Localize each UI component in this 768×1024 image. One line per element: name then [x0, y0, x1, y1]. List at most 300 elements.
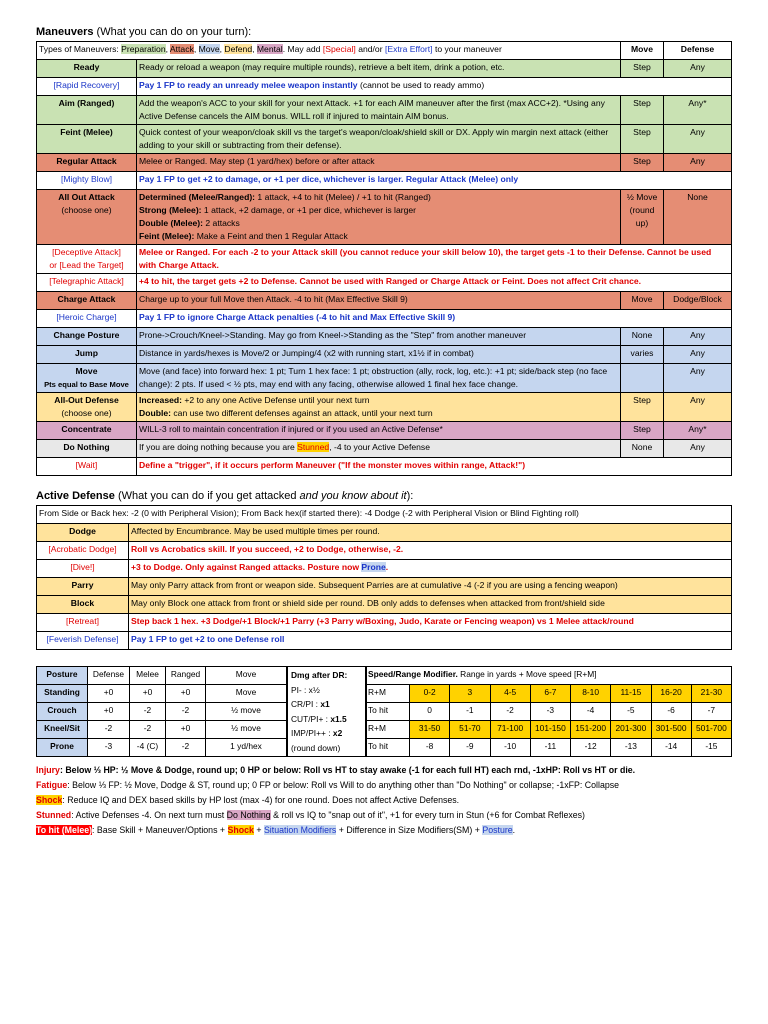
- sr-cell: 8-10: [571, 685, 611, 703]
- maneuver-name-cell: [37, 172, 137, 190]
- note-fatigue: [36, 778, 732, 793]
- sr-cell: -12: [571, 739, 611, 757]
- maneuver-name-cell: [37, 310, 137, 328]
- desc-line: [139, 191, 618, 204]
- ad-top-note: From Side or Back hex: -2 (0 with Peripheral Vision); From Back hex(if started there): -4 Dodge (-2 with Peripheral Vision or Blind Fighting roll): [37, 506, 732, 524]
- desc-mark: Stunned: [297, 442, 330, 452]
- defense-mark-post: .: [385, 562, 389, 572]
- maneuver-desc-cell: [137, 440, 621, 458]
- sr-cell: 11-15: [611, 685, 651, 703]
- maneuver-move: None: [621, 440, 664, 458]
- defense-row: [37, 632, 732, 650]
- sr-cell: -4: [571, 703, 611, 721]
- sr-cell: 151-200: [571, 721, 611, 739]
- damage-table: [287, 666, 366, 757]
- maneuver-name: All-Out Defense: [54, 395, 119, 405]
- desc-line-bold: Double:: [139, 408, 171, 418]
- maneuver-defense: Any*: [664, 96, 732, 125]
- sr-cell: -1: [450, 703, 490, 721]
- maneuver-name: Concentrate: [61, 424, 112, 434]
- maneuver-defense: Any: [664, 154, 732, 172]
- desc-text: Distance in yards/hexes is Move/2 or Jumping/4 (x2 with running start, x1½ if in combat): [139, 348, 474, 358]
- posture-value: Move: [206, 685, 287, 703]
- posture-header: Move: [206, 667, 287, 685]
- desc-text: Quick contest of your weapon/cloak skill vs the target's weapon/cloak/shield skill or DX. Apply win margin next attack (either adding to your skill or subtracting from their defense).: [139, 127, 609, 150]
- special-label: [Special]: [322, 44, 356, 54]
- tohit-mid: + Difference in Size Modifiers(SM) +: [336, 825, 483, 835]
- desc-pre: If you are doing nothing because you are: [139, 442, 298, 452]
- maneuver-move: Step: [621, 125, 664, 154]
- sr-cell: -8: [410, 739, 450, 757]
- sr-cell: 6-7: [530, 685, 570, 703]
- defense-row: [37, 614, 732, 632]
- shock-text: : Reduce IQ and DEX based skills by HP lost (max -4) for one round. Does not affect Active Defenses.: [62, 795, 460, 805]
- maneuver-name-cell: [37, 154, 137, 172]
- defense-desc: May only Block one attack from front or shield side per round. DB only adds to defenses when attacked from front/shield side: [131, 598, 605, 608]
- maneuver-name: [Telegraphic Attack]: [49, 276, 124, 286]
- maneuver-defense: Any: [664, 328, 732, 346]
- damage-line-text: IMP/PI++ :: [291, 728, 333, 738]
- sr-row-label: R+M: [367, 685, 410, 703]
- maneuver-defense: Any: [664, 346, 732, 364]
- defense-desc: Step back 1 hex. +3 Dodge/+1 Block/+1 Parry (+3 Parry w/Boxing, Judo, Karate or Fencing weapon) vs 1 Melee attack/round: [131, 616, 634, 626]
- maneuver-move: None: [621, 328, 664, 346]
- posture-name: Standing: [37, 685, 88, 703]
- note-shock: [36, 793, 732, 808]
- posture-row: [37, 739, 287, 757]
- maneuver-defense: Dodge/Block: [664, 292, 732, 310]
- sr-row-label: To hit: [367, 739, 410, 757]
- maneuver-move: Move: [621, 292, 664, 310]
- desc-bold: Define a "trigger", if it occurs perform Maneuver ("If the monster moves within range, Attack!"): [139, 460, 526, 470]
- desc-line: [139, 394, 618, 407]
- maneuver-move: Step: [621, 154, 664, 172]
- desc-line-bold: Feint (Melee):: [139, 231, 195, 241]
- desc-line: [139, 230, 618, 243]
- desc-text: Charge up to your full Move then Attack. -4 to hit (Max Effective Skill 9): [139, 294, 408, 304]
- maneuver-name: Feint (Melee): [60, 127, 113, 137]
- maneuver-name-cell: [37, 78, 137, 96]
- sr-range-row-2: [367, 721, 732, 739]
- sr-cell: -15: [691, 739, 731, 757]
- defense-desc: May only Parry attack from front or weapon side. Subsequent Parries are at cumulative -4 (-2 if you are using a fencing weapon): [131, 580, 618, 590]
- posture-row: [37, 721, 287, 739]
- stunned-pre: : Active Defenses -4. On next turn must: [71, 810, 227, 820]
- sr-cell: 4-5: [490, 685, 530, 703]
- speed-range-title: Speed/Range Modifier.: [368, 669, 458, 679]
- maneuver-desc-cell: [137, 245, 732, 274]
- maneuvers-heading: Maneuvers: [36, 26, 94, 38]
- maneuver-name-cell: [37, 393, 137, 422]
- damage-cell: [288, 667, 366, 757]
- sr-cell: 16-20: [651, 685, 691, 703]
- posture-value: -2: [130, 721, 166, 739]
- posture-value: -4 (C): [130, 739, 166, 757]
- posture-value: ½ move: [206, 721, 287, 739]
- maneuver-name-cell: [37, 60, 137, 78]
- desc-bold: +4 to hit, the target gets +2 to Defense. Cannot be used with Ranged or Charge Attack or Feint. Does not affect Crit chance.: [139, 276, 642, 286]
- maneuver-move: varies: [621, 346, 664, 364]
- active-defense-title: [36, 490, 732, 502]
- maneuver-name-cell: [37, 364, 137, 393]
- posture-value: -2: [166, 703, 206, 721]
- damage-line-text: CR/PI :: [291, 699, 321, 709]
- speed-range-subtitle: Range in yards + Move speed [R+M]: [457, 669, 597, 679]
- defense-mark: Prone: [361, 562, 386, 572]
- maneuver-name-cell: [37, 292, 137, 310]
- desc-text: Ready or reload a weapon (may require multiple rounds), retrieve a belt item, drink a potion, etc.: [139, 62, 505, 72]
- maneuver-move: Step: [621, 393, 664, 422]
- types-label: Types of Maneuvers:: [39, 44, 119, 54]
- desc-line-text: Make a Feint and then 1 Regular Attack: [194, 231, 348, 241]
- ad-sub-post: ):: [406, 490, 414, 502]
- speed-range-table: [366, 666, 732, 757]
- stunned-label: Stunned: [36, 810, 72, 820]
- note-injury: [36, 763, 732, 778]
- tohit-posture: Posture: [482, 825, 513, 835]
- maneuver-defense: Any: [664, 60, 732, 78]
- maneuver-desc-cell: [137, 422, 621, 440]
- sr-row-label: R+M: [367, 721, 410, 739]
- maneuver-name: Regular Attack: [56, 156, 117, 166]
- posture-value: +0: [130, 685, 166, 703]
- maneuver-name: [Heroic Charge]: [56, 312, 117, 322]
- maneuver-row: [37, 172, 732, 190]
- maneuver-name-cell: [37, 245, 137, 274]
- maneuver-row: [37, 274, 732, 292]
- posture-value: +0: [88, 685, 130, 703]
- maneuver-desc-cell: [137, 458, 732, 476]
- maneuver-type-4: Mental: [256, 44, 283, 54]
- maneuver-defense: Any: [664, 440, 732, 458]
- maneuver-name-cell: [37, 274, 137, 292]
- sr-cell: 21-30: [691, 685, 731, 703]
- defense-row: [37, 596, 732, 614]
- maneuver-type-3: Defend: [224, 44, 253, 54]
- sr-row-label: To hit: [367, 703, 410, 721]
- sr-cell: -9: [450, 739, 490, 757]
- defense-desc: Roll vs Acrobatics skill. If you succeed, +2 to Dodge, otherwise, -2.: [131, 544, 404, 554]
- defense-name: [Feverish Defense]: [37, 632, 129, 650]
- posture-header: Melee: [130, 667, 166, 685]
- maneuver-name: [Mighty Blow]: [60, 174, 113, 184]
- fatigue-text: : Below ⅓ FP: ½ Move, Dodge & ST, round up; 0 FP or below: Roll vs Will to do anything other than "Do Nothing" or collapse; -1xFP: Collapse: [67, 780, 620, 790]
- defense-name: [Dive!]: [37, 560, 129, 578]
- maneuver-move: [621, 364, 664, 393]
- maneuver-desc-cell: [137, 154, 621, 172]
- damage-title: Dmg after DR:: [291, 670, 348, 680]
- sr-range-row-1: [367, 685, 732, 703]
- maneuver-name: All Out Attack: [58, 192, 115, 202]
- defense-name: Parry: [37, 578, 129, 596]
- damage-line-bold: x1: [320, 699, 330, 709]
- maneuver-types-cell: Types of Maneuvers: Preparation, Attack, Move, Defend, Mental. May add [Special] and/or [Extra Effort] to your maneuver: [37, 42, 621, 60]
- maneuver-name: [Rapid Recovery]: [53, 80, 120, 90]
- sr-cell: 51-70: [450, 721, 490, 739]
- speed-range-title-cell: [367, 667, 732, 685]
- sr-mod-row-2: [367, 739, 732, 757]
- maneuver-row: [37, 154, 732, 172]
- defense-row: [37, 560, 732, 578]
- defense-desc: Pay 1 FP to get +2 to one Defense roll: [131, 634, 285, 644]
- damage-line: [291, 697, 362, 712]
- posture-name: Kneel/Sit: [37, 721, 88, 739]
- maneuver-name: Change Posture: [53, 330, 120, 340]
- desc-text: Add the weapon's ACC to your skill for your next Attack. +1 for each AIM maneuver after the first (max ACC+2). *Using any Active Defense cancels the AIM bonus. WILL roll if injured to maintain AIM bonus.: [139, 98, 605, 121]
- maneuver-row: [37, 364, 732, 393]
- desc-bold: Melee or Ranged. For each -2 to your Attack skill (you cannot reduce your skill below 10), the target gets -1 to their Defense. Cannot be used with Charge Attack.: [139, 247, 712, 270]
- maneuver-name: Aim (Ranged): [58, 98, 115, 108]
- injury-text: : Below ⅓ HP: ½ Move & Dodge, round up; 0 HP or below: Roll vs HT to stay awake (-1 for each full HT) each rnd, -1xHP: Roll vs HT or die.: [59, 765, 636, 775]
- maneuver-move: Step: [621, 60, 664, 78]
- maneuver-defense: Any: [664, 364, 732, 393]
- maneuver-name: Jump: [75, 348, 98, 358]
- defense-name: [Retreat]: [37, 614, 129, 632]
- sr-cell: 101-150: [530, 721, 570, 739]
- maneuver-row: [37, 328, 732, 346]
- defense-name: Dodge: [37, 524, 129, 542]
- sr-cell: 501-700: [691, 721, 731, 739]
- maneuvers-table: [36, 41, 732, 476]
- maneuver-row: [37, 96, 732, 125]
- stunned-post: & roll vs IQ to "snap out of it", +1 for every turn in Stun (+6 for Combat Reflexes): [270, 810, 585, 820]
- maneuver-defense: Any: [664, 125, 732, 154]
- sr-cell: -2: [490, 703, 530, 721]
- defense-desc-cell: [129, 560, 732, 578]
- maneuver-row: [37, 458, 732, 476]
- defense-column-header: Defense: [664, 42, 732, 60]
- maneuver-desc-cell: [137, 328, 621, 346]
- tohit-shock: Shock: [227, 825, 254, 835]
- posture-value: -2: [88, 721, 130, 739]
- to-your: to your maneuver: [434, 44, 502, 54]
- defense-desc-cell: [129, 596, 732, 614]
- active-defense-heading: Active Defense: [36, 490, 115, 502]
- maneuver-name-cell: [37, 125, 137, 154]
- maneuver-name-cell: [37, 458, 137, 476]
- sr-mod-row-1: [367, 703, 732, 721]
- posture-header: Defense: [88, 667, 130, 685]
- maneuver-row: [37, 190, 732, 245]
- posture-header: Posture: [37, 667, 88, 685]
- desc-bold: Pay 1 FP to ignore Charge Attack penalties (-4 to hit and Max Effective Skill 9): [139, 312, 456, 322]
- damage-line: [291, 683, 362, 698]
- posture-value: +0: [166, 721, 206, 739]
- posture-value: -3: [88, 739, 130, 757]
- sr-cell: 3: [450, 685, 490, 703]
- damage-line: [291, 712, 362, 727]
- maneuver-desc-cell: [137, 172, 732, 190]
- desc-text: Move (and face) into forward hex: 1 pt; Turn 1 hex face: 1 pt; obstruction (ally, rock, log, etc.): +1 pt; side/back step (no face change): 2 pts. If used < ½ pts, may end with any facing, otherwise allowed 1 final hex face change.: [139, 366, 608, 389]
- maneuvers-subtitle: (What you can do on your turn):: [96, 26, 252, 38]
- desc-line-text: 2 attacks: [202, 218, 240, 228]
- damage-line-bold: x2: [332, 728, 343, 738]
- move-column-header: Move: [621, 42, 664, 60]
- reference-sheet: [36, 26, 732, 838]
- maneuver-name-sub: (choose one): [61, 205, 112, 215]
- maneuver-name-sub: Pts equal to Base Move: [44, 380, 129, 389]
- maneuver-name-sub: (choose one): [61, 408, 112, 418]
- shock-label: Shock: [36, 795, 63, 805]
- sr-cell: -11: [530, 739, 570, 757]
- defense-desc-cell: [129, 632, 732, 650]
- maneuver-name: [Deceptive Attack]: [52, 247, 121, 257]
- maneuver-desc-cell: [137, 78, 732, 96]
- maneuver-type-1: Attack: [169, 44, 194, 54]
- maneuver-row: [37, 78, 732, 96]
- maneuver-name: Ready: [73, 62, 100, 72]
- posture-table: [36, 666, 287, 757]
- ad-top-note-row: [37, 506, 732, 524]
- sr-cell: -10: [490, 739, 530, 757]
- maneuver-desc-cell: [137, 274, 732, 292]
- maneuver-desc-cell: [137, 96, 621, 125]
- desc-line-bold: Increased:: [139, 395, 182, 405]
- maneuver-name-cell: [37, 190, 137, 245]
- note-stunned: [36, 808, 732, 823]
- maneuver-name-cell: [37, 440, 137, 458]
- damage-line-text: PI- : x½: [291, 684, 320, 695]
- maneuver-type-2: Move: [198, 44, 220, 54]
- sr-cell: -3: [530, 703, 570, 721]
- posture-value: ½ move: [206, 703, 287, 721]
- maneuvers-title: [36, 26, 732, 38]
- maneuver-name-cell: [37, 328, 137, 346]
- desc-line-text: can use two different defenses against an attack, until your next turn: [170, 408, 433, 418]
- damage-line: [291, 741, 362, 756]
- maneuver-row: [37, 60, 732, 78]
- ad-sub-pre: (What you can do if you get attacked: [117, 490, 300, 502]
- bottom-tables: [36, 666, 732, 757]
- defense-desc-cell: [129, 614, 732, 632]
- desc-line: [139, 217, 618, 230]
- maneuver-move: Step: [621, 422, 664, 440]
- posture-header: Ranged: [166, 667, 206, 685]
- posture-value: -2: [130, 703, 166, 721]
- posture-value: 1 yd/hex: [206, 739, 287, 757]
- extra-effort-label: [Extra Effort]: [384, 44, 433, 54]
- posture-value: +0: [88, 703, 130, 721]
- tohit-plus: +: [253, 825, 264, 835]
- desc-post: , -4 to your Active Defense: [329, 442, 430, 452]
- injury-label: Injury: [36, 765, 60, 775]
- desc-line-bold: Determined (Melee/Ranged):: [139, 192, 256, 202]
- maneuver-name-cell: [37, 422, 137, 440]
- maneuver-row: [37, 422, 732, 440]
- maneuver-type-0: Preparation: [121, 44, 166, 54]
- maneuver-move: ½ Move (round up): [621, 190, 664, 245]
- maneuver-name: Do Nothing: [63, 442, 110, 452]
- maneuver-defense: None: [664, 190, 732, 245]
- maneuver-desc-cell: [137, 190, 621, 245]
- desc-line-text: 1 attack, +2 damage, or +1 per dice, whichever is larger: [201, 205, 417, 215]
- desc-text: WILL-3 roll to maintain concentration if injured or if you used an Active Defense*: [139, 424, 443, 434]
- sr-cell: 201-300: [611, 721, 651, 739]
- maneuver-name: [Wait]: [75, 460, 98, 470]
- maneuver-name-cell: [37, 346, 137, 364]
- andor: and/or: [358, 44, 383, 54]
- stunned-mark: Do Nothing: [226, 810, 271, 820]
- maneuver-desc-cell: [137, 60, 621, 78]
- damage-line: [291, 726, 362, 741]
- defense-name: [Acrobatic Dodge]: [37, 542, 129, 560]
- sr-cell: 0-2: [410, 685, 450, 703]
- notes-block: [36, 763, 732, 838]
- desc-line-bold: Double (Melee):: [139, 218, 203, 228]
- maneuver-row: [37, 346, 732, 364]
- sr-cell: 31-50: [410, 721, 450, 739]
- maneuver-desc-cell: [137, 310, 732, 328]
- sr-cell: 71-100: [490, 721, 530, 739]
- sr-cell: -7: [691, 703, 731, 721]
- maneuver-name-cell: [37, 96, 137, 125]
- maneuver-desc-cell: [137, 292, 621, 310]
- desc-text: (cannot be used to ready ammo): [357, 80, 485, 90]
- sr-cell: 301-500: [651, 721, 691, 739]
- maneuver-name-sub: or [Lead the Target]: [49, 260, 124, 270]
- defense-row: [37, 542, 732, 560]
- maneuver-move: Step: [621, 96, 664, 125]
- maneuver-name: Move: [75, 366, 98, 376]
- tohit-end: .: [512, 825, 516, 835]
- posture-name: Crouch: [37, 703, 88, 721]
- defense-desc: +3 to Dodge. Only against Ranged attacks. Posture now: [131, 562, 362, 572]
- sr-cell: -14: [651, 739, 691, 757]
- maneuver-row: [37, 245, 732, 274]
- defense-desc: Affected by Encumbrance. May be used multiple times per round.: [131, 526, 380, 536]
- maneuver-row: [37, 310, 732, 328]
- maneuver-row: [37, 440, 732, 458]
- maneuver-defense: Any*: [664, 422, 732, 440]
- note-tohit: [36, 823, 732, 838]
- desc-text: Prone->Crouch/Kneel->Standing. May go from Kneel->Standing as the "Step" from another maneuver: [139, 330, 527, 340]
- tohit-situation: Situation Modifiers: [263, 825, 337, 835]
- posture-value: -2: [166, 739, 206, 757]
- damage-line-text: CUT/PI+ :: [291, 713, 331, 724]
- desc-text: Melee or Ranged. May step (1 yard/hex) before or after attack: [139, 156, 375, 166]
- desc-line-text: 1 attack, +4 to hit (Melee) / +1 to hit (Ranged): [255, 192, 431, 202]
- ad-sub-em: and you know about it: [299, 490, 407, 502]
- maneuvers-header-row: [37, 42, 732, 60]
- desc-line: [139, 407, 618, 420]
- maneuver-name: Charge Attack: [57, 294, 116, 304]
- posture-row: [37, 703, 287, 721]
- sr-cell: -13: [611, 739, 651, 757]
- maneuver-row: [37, 393, 732, 422]
- desc-line-bold: Strong (Melee):: [139, 205, 202, 215]
- desc-line: [139, 204, 618, 217]
- posture-value: +0: [166, 685, 206, 703]
- posture-header-row: [37, 667, 287, 685]
- tohit-label: To hit (Melee): [36, 825, 93, 835]
- posture-name: Prone: [37, 739, 88, 757]
- desc-bold: Pay 1 FP to ready an unready melee weapon instantly: [139, 80, 358, 90]
- defense-row: [37, 524, 732, 542]
- sr-cell: -5: [611, 703, 651, 721]
- maneuver-defense: Any: [664, 393, 732, 422]
- damage-line-text: (round down): [291, 742, 341, 753]
- defense-row: [37, 578, 732, 596]
- defense-desc-cell: [129, 524, 732, 542]
- defense-name: Block: [37, 596, 129, 614]
- posture-row: [37, 685, 287, 703]
- fatigue-label: Fatigue: [36, 780, 68, 790]
- maneuver-row: [37, 125, 732, 154]
- desc-bold: Pay 1 FP to get +2 to damage, or +1 per dice, whichever is larger. Regular Attack (Melee) only: [139, 174, 519, 184]
- active-defense-table: [36, 505, 732, 650]
- may-add: May add: [287, 44, 321, 54]
- sr-cell: 0: [410, 703, 450, 721]
